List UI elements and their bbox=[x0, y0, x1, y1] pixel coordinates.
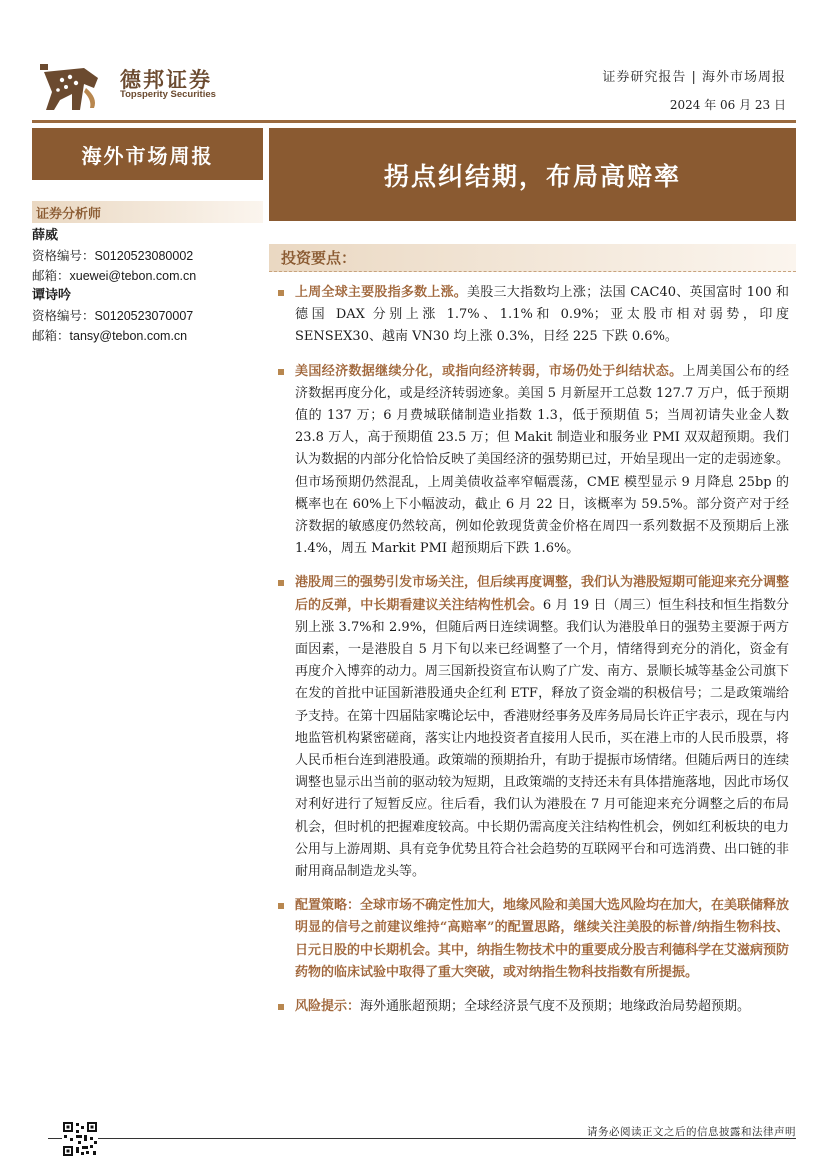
analyst-name: 谭诗吟 bbox=[32, 288, 72, 303]
key-point-body: 美股三大指数均上涨；法国 CAC40、英国富时 100 和德国 DAX 分别上涨 1.7%、1.1%和 0.9%；亚太股市相对弱势，印度 SENSEX30、越南 VN30 均上涨 0.3%，日经 225 下跌 0.6%。 bbox=[295, 285, 789, 345]
document-type: 证券研究报告 | 海外市场周报 bbox=[602, 70, 786, 85]
email-label: 邮箱： bbox=[32, 268, 70, 283]
company-name-cn: 德邦证券 bbox=[120, 68, 212, 92]
report-category: 海外市场周报 bbox=[32, 128, 263, 180]
report-title: 拐点纠结期，布局高赔率 bbox=[269, 128, 796, 221]
bullet-icon bbox=[278, 1004, 284, 1010]
key-points-heading: 投资要点： bbox=[269, 244, 796, 272]
key-points-list bbox=[277, 282, 789, 1030]
key-point-item bbox=[277, 996, 789, 1018]
license-number: S0120523080002 bbox=[94, 249, 194, 263]
key-point-lead: 美国经济数据继续分化，或指向经济转弱，市场仍处于纠结状态。 bbox=[295, 363, 683, 379]
bullet-icon bbox=[278, 903, 284, 909]
key-point-item bbox=[277, 282, 789, 349]
bullet-icon bbox=[278, 369, 284, 375]
company-name-en: Topsperity Securities bbox=[120, 89, 216, 100]
leopard-logo-icon bbox=[38, 58, 104, 114]
email-label: 邮箱： bbox=[32, 328, 70, 343]
key-point-body: 海外通胀超预期；全球经济景气度不及预期；地缘政治局势超预期。 bbox=[360, 999, 751, 1015]
analyst-email[interactable]: xuewei@tebon.com.cn bbox=[69, 269, 197, 283]
key-point-lead: 上周全球主要股指多数上涨。 bbox=[295, 285, 468, 300]
license-label: 资格编号： bbox=[32, 248, 95, 263]
analyst-heading: 证券分析师 bbox=[32, 201, 263, 223]
analyst-name: 薛威 bbox=[32, 228, 59, 243]
key-point-lead: 配置策略：全球市场不确定性加大，地缘风险和美国大选风险均在加大，在美联储释放明显的信号之前建议维持“高赔率”的配置思路，继续关注美股的标普/纳指生物科技、日元日股的中长期机会。其中，纳指生物技术中的重要成分股吉利德科学在艾滋病预防药物的临床试验中取得了重大突破，或对纳指生物科技指数有所提振。 bbox=[295, 898, 790, 980]
key-point-item bbox=[277, 572, 789, 883]
disclaimer-note: 请务必阅读正文之后的信息披露和法律声明 bbox=[587, 1126, 796, 1138]
header-divider bbox=[32, 120, 796, 123]
key-point-lead: 港股周三的强势引发市场关注，但后续再度调整，我们认为港股短期可能迎来充分调整后的反弹，中长期看建议关注结构性机会。 bbox=[295, 575, 790, 613]
key-point-item bbox=[277, 361, 789, 561]
report-date: 2024 年 06 月 23 日 bbox=[669, 98, 786, 112]
bullet-icon bbox=[278, 290, 284, 296]
qr-code-icon bbox=[62, 1121, 98, 1157]
analyst-card bbox=[32, 286, 193, 346]
license-number: S0120523070007 bbox=[94, 309, 194, 323]
key-point-item bbox=[277, 895, 789, 984]
bullet-icon bbox=[278, 580, 284, 586]
key-point-lead: 风险提示： bbox=[295, 999, 361, 1015]
license-label: 资格编号： bbox=[32, 308, 95, 323]
analyst-email[interactable]: tansy@tebon.com.cn bbox=[69, 329, 188, 343]
key-point-body: 6 月 19 日（周三）恒生科技和恒生指数分别上涨 3.7%和 2.9%，但随后两日连续调整。我们认为港股单日的强势主要源于两方面因素，一是港股自 5 月下旬以来已经调整了一个月，情绪得到充分的消化，资金有再度介入博弈的动力。周三国新投资宣布认购了广发、南方、景顺长城等基金公司旗下在发的首批中证国新港股通央企红利 ETF，释放了资金端的积极信号；二是政策端给予支持。在第十四届陆家嘴论坛中，香港财经事务及库务局局长许正宇表示，现在与内地监管机构紧密磋商，落实让内地投资者直接用人民币，买在港上市的人民币股票，将人民币柜台连到港股通。政策端的预期抬升，有助于提振市场情绪。但随后两日的连续调整也显示出当前的驱动较为短期，且政策端的支持还未有具体措施落地，因此市场仅对利好进行了短暂反应。往后看，我们认为港股在 7 月可能迎来充分调整之后的布局机会，但时机的把握难度较高。中长期仍需高度关注结构性机会，例如红利板块的电力公用与上游周期、具有竞争优势且符合社会趋势的互联网平台和可选消费、出口链的非耐用商品制造龙头等。 bbox=[295, 597, 790, 880]
analyst-card bbox=[32, 226, 196, 286]
key-point-body: 上周美国公布的经济数据再度分化，或是经济转弱迹象。美国 5 月新屋开工总数 127.7 万户，低于预期值的 137 万；6 月费城联储制造业指数 1.3，低于预期值 5；当周初请失业金人数 23.8 万人，高于预期值 23.5 万；但 Makit 制造业和服务业 PMI 双双超预期。我们认为数据的内部分化恰恰反映了美国经济的强势期已过，开始呈现出一定的走弱迹象。但市场预期仍然混乱，上周美债收益率窄幅震荡，CME 模型显示 9 月降息 25bp 的概率也在 60%上下小幅波动，截止 6 月 22 日，该概率为 59.5%。部分资产对于经济数据的敏感度仍然较高，例如伦敦现货黄金价格在周四一系列数据不及预期后上涨 1.4%，周五 Markit PMI 超预期后下跌 1.6%。 bbox=[295, 363, 790, 557]
